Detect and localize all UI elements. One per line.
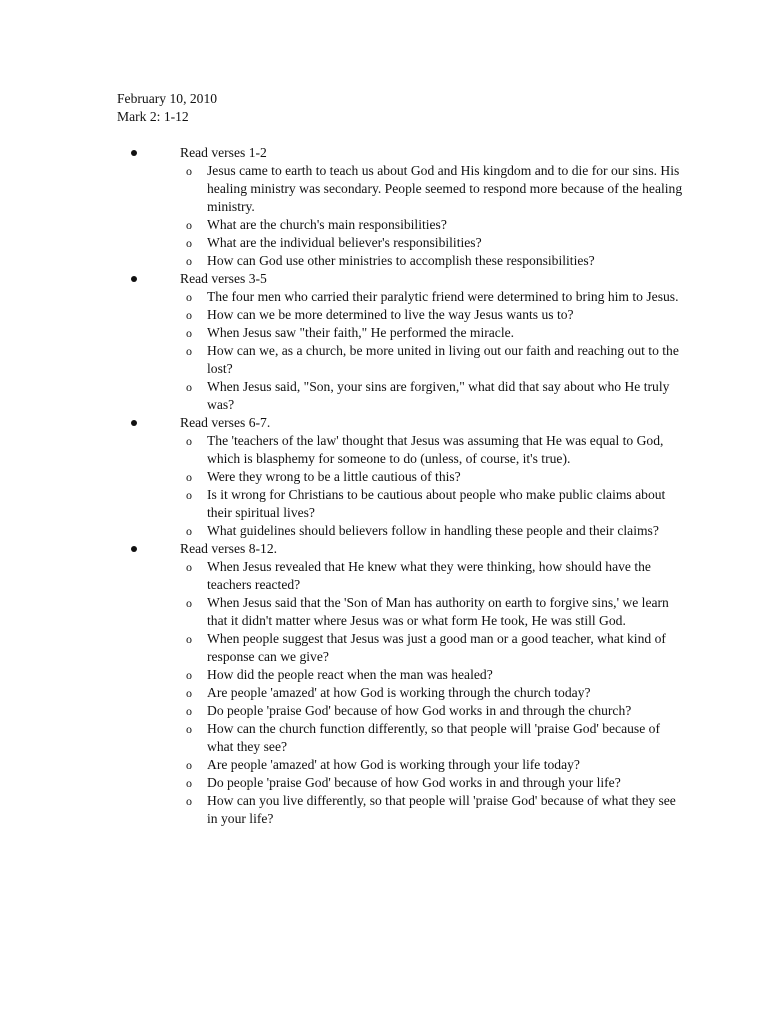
list-item-text: Do people 'praise God' because of how God works in and through the church? — [207, 703, 632, 718]
list-item-text: How can God use other ministries to accomplish these responsibilities? — [207, 253, 595, 268]
list-item-text: The four men who carried their paralytic friend were determined to bring him to Jesus. — [207, 289, 679, 304]
sub-bullet-icon: o — [186, 704, 192, 718]
list-item — [0, 702, 687, 720]
sub-bullet-icon: o — [186, 722, 192, 736]
list-item — [0, 342, 687, 378]
document-header — [117, 90, 217, 126]
sub-bullet-icon: o — [186, 308, 192, 322]
bullet-dot-icon — [131, 546, 137, 552]
sub-bullet-icon: o — [186, 794, 192, 808]
list-item-text: When Jesus saw "their faith," He performed the miracle. — [207, 325, 515, 340]
sub-bullet-icon: o — [186, 326, 192, 340]
list-item-text: What are the individual believer's responsibilities? — [207, 235, 482, 250]
sub-bullet-icon: o — [186, 380, 192, 394]
sub-bullet-icon: o — [186, 164, 192, 178]
sub-bullet-icon: o — [186, 488, 192, 502]
sub-bullet-icon: o — [186, 254, 192, 268]
list-item-text: When Jesus said, "Son, your sins are forgiven," what did that say about who He truly was? — [207, 379, 670, 412]
sub-bullet-icon: o — [186, 596, 192, 610]
list-item — [0, 684, 687, 702]
list-item — [0, 306, 687, 324]
list-item — [0, 630, 687, 666]
sub-bullet-icon: o — [186, 776, 192, 790]
list-item-text: How can we be more determined to live the way Jesus wants us to? — [207, 307, 574, 322]
outline-section — [0, 540, 768, 828]
section-heading-row — [0, 144, 768, 162]
list-item — [0, 792, 687, 828]
section-heading-row — [0, 414, 768, 432]
sub-bullet-icon: o — [186, 236, 192, 250]
list-item-text: What guidelines should believers follow in handling these people and their claims? — [207, 523, 659, 538]
list-item — [0, 252, 687, 270]
list-item — [0, 720, 687, 756]
list-item-text: Are people 'amazed' at how God is working through your life today? — [207, 757, 580, 772]
list-item-text: Do people 'praise God' because of how God works in and through your life? — [207, 775, 621, 790]
outline-section — [0, 144, 768, 270]
list-item-text: When people suggest that Jesus was just a good man or a good teacher, what kind of response can we give? — [207, 631, 666, 664]
list-item-text: Were they wrong to be a little cautious of this? — [207, 469, 461, 484]
list-item-text: Jesus came to earth to teach us about God and His kingdom and to die for our sins. His healing ministry was secondary. People seemed to respond more because of the healing ministry. — [207, 163, 683, 214]
outline-section — [0, 414, 768, 540]
outline-section — [0, 270, 768, 414]
list-item — [0, 558, 687, 594]
list-item-text: How can you live differently, so that people will 'praise God' because of what they see in your life? — [207, 793, 676, 826]
section-heading-row — [0, 270, 768, 288]
list-item — [0, 756, 687, 774]
list-item-text: What are the church's main responsibilities? — [207, 217, 447, 232]
list-item — [0, 594, 687, 630]
list-item — [0, 774, 687, 792]
list-item-text: How can we, as a church, be more united in living out our faith and reaching out to the lost? — [207, 343, 679, 376]
list-item — [0, 522, 687, 540]
section-heading: Read verses 3-5 — [180, 271, 267, 286]
sub-bullet-icon: o — [186, 686, 192, 700]
list-item-text: How did the people react when the man was healed? — [207, 667, 493, 682]
list-item — [0, 324, 687, 342]
sub-bullet-icon: o — [186, 434, 192, 448]
section-heading-row — [0, 540, 768, 558]
list-item — [0, 234, 687, 252]
sub-bullet-icon: o — [186, 218, 192, 232]
list-item — [0, 288, 687, 306]
sub-bullet-icon: o — [186, 470, 192, 484]
list-item — [0, 666, 687, 684]
section-heading: Read verses 8-12. — [180, 541, 278, 556]
list-item — [0, 432, 687, 468]
list-item-text: When Jesus said that the 'Son of Man has authority on earth to forgive sins,' we learn that it didn't matter where Jesus was or what form He took, He was still God. — [207, 595, 669, 628]
section-heading: Read verses 1-2 — [180, 145, 267, 160]
list-item — [0, 378, 687, 414]
section-heading: Read verses 6-7. — [180, 415, 271, 430]
bullet-dot-icon — [131, 150, 137, 156]
list-item-text: Is it wrong for Christians to be cautious about people who make public claims about their spiritual lives? — [207, 487, 666, 520]
sub-bullet-icon: o — [186, 668, 192, 682]
sub-bullet-icon: o — [186, 758, 192, 772]
sub-bullet-icon: o — [186, 632, 192, 646]
bullet-dot-icon — [131, 276, 137, 282]
list-item — [0, 468, 687, 486]
bullet-dot-icon — [131, 420, 137, 426]
list-item — [0, 486, 687, 522]
list-item-text: The 'teachers of the law' thought that Jesus was assuming that He was equal to God, which is blasphemy for someone to do (unless, of course, it's true). — [207, 433, 664, 466]
list-item — [0, 162, 687, 216]
date-line: February 10, 2010 — [117, 91, 218, 106]
list-item-text: When Jesus revealed that He knew what they were thinking, how should have the teachers reacted? — [207, 559, 651, 592]
passage-line: Mark 2: 1-12 — [117, 109, 189, 124]
sub-bullet-icon: o — [186, 290, 192, 304]
sub-bullet-icon: o — [186, 524, 192, 538]
study-outline — [0, 144, 768, 828]
list-item — [0, 216, 687, 234]
sub-bullet-icon: o — [186, 560, 192, 574]
list-item-text: Are people 'amazed' at how God is working through the church today? — [207, 685, 591, 700]
list-item-text: How can the church function differently, so that people will 'praise God' because of what they see? — [207, 721, 660, 754]
sub-bullet-icon: o — [186, 344, 192, 358]
